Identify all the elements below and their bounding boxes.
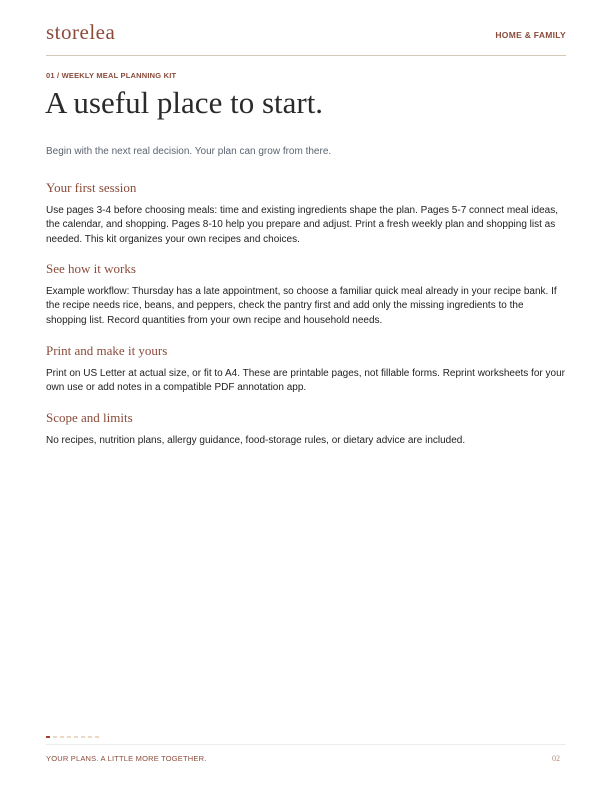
section-print	[46, 342, 566, 396]
section-body: Print on US Letter at actual size, or fit to A4. These are printable pages, not fillable forms. Reprint worksheets for your own use or add notes in a compatible PDF annotation app.	[46, 368, 565, 394]
category-label: HOME & FAMILY	[495, 30, 566, 40]
progress-dot	[60, 736, 64, 738]
progress-dot	[74, 736, 78, 738]
section-body: Use pages 3-4 before choosing meals: time and existing ingredients shape the plan. Pages 5-7 connect meal ideas, the calendar, and shopping. Pages 8-10 help you prepare and adjust. Print a fresh weekly plan and shopping list as needed. This kit organizes your own recipes and choices.	[46, 205, 558, 245]
section-heading: Your first session	[46, 180, 137, 195]
section-body: No recipes, nutrition plans, allergy guidance, food-storage rules, or dietary advice are included.	[46, 435, 466, 446]
section-how-it-works	[46, 260, 566, 328]
section-heading: Scope and limits	[46, 410, 133, 425]
progress-dot	[88, 736, 92, 738]
progress-dot	[67, 736, 71, 738]
section-heading: See how it works	[46, 261, 136, 276]
header-divider	[46, 55, 566, 56]
section-body: Example workflow: Thursday has a late appointment, so choose a familiar quick meal already in your recipe bank. If the recipe needs rice, beans, and peppers, check the pantry first and add only the missing ingredients to the shopping list. Record quantities from your own recipe and household needs.	[46, 286, 557, 326]
page-title: A useful place to start.	[45, 85, 324, 120]
progress-dot	[81, 736, 85, 738]
section-first-session	[46, 179, 566, 247]
section-heading: Print and make it yours	[46, 343, 168, 358]
section-eyebrow: 01 / WEEKLY MEAL PLANNING KIT	[46, 71, 177, 80]
intro-text: Begin with the next real decision. Your plan can grow from there.	[46, 146, 332, 157]
progress-dot	[53, 736, 57, 738]
footer-tagline: YOUR PLANS. A LITTLE MORE TOGETHER.	[46, 754, 207, 763]
footer-divider	[46, 744, 566, 745]
progress-dot	[95, 736, 99, 738]
page-progress-indicator	[46, 736, 106, 738]
progress-dot-active	[46, 736, 50, 738]
brand-logo-text: storelea	[46, 20, 116, 44]
section-scope	[46, 409, 566, 448]
page-number: 02	[552, 754, 560, 763]
